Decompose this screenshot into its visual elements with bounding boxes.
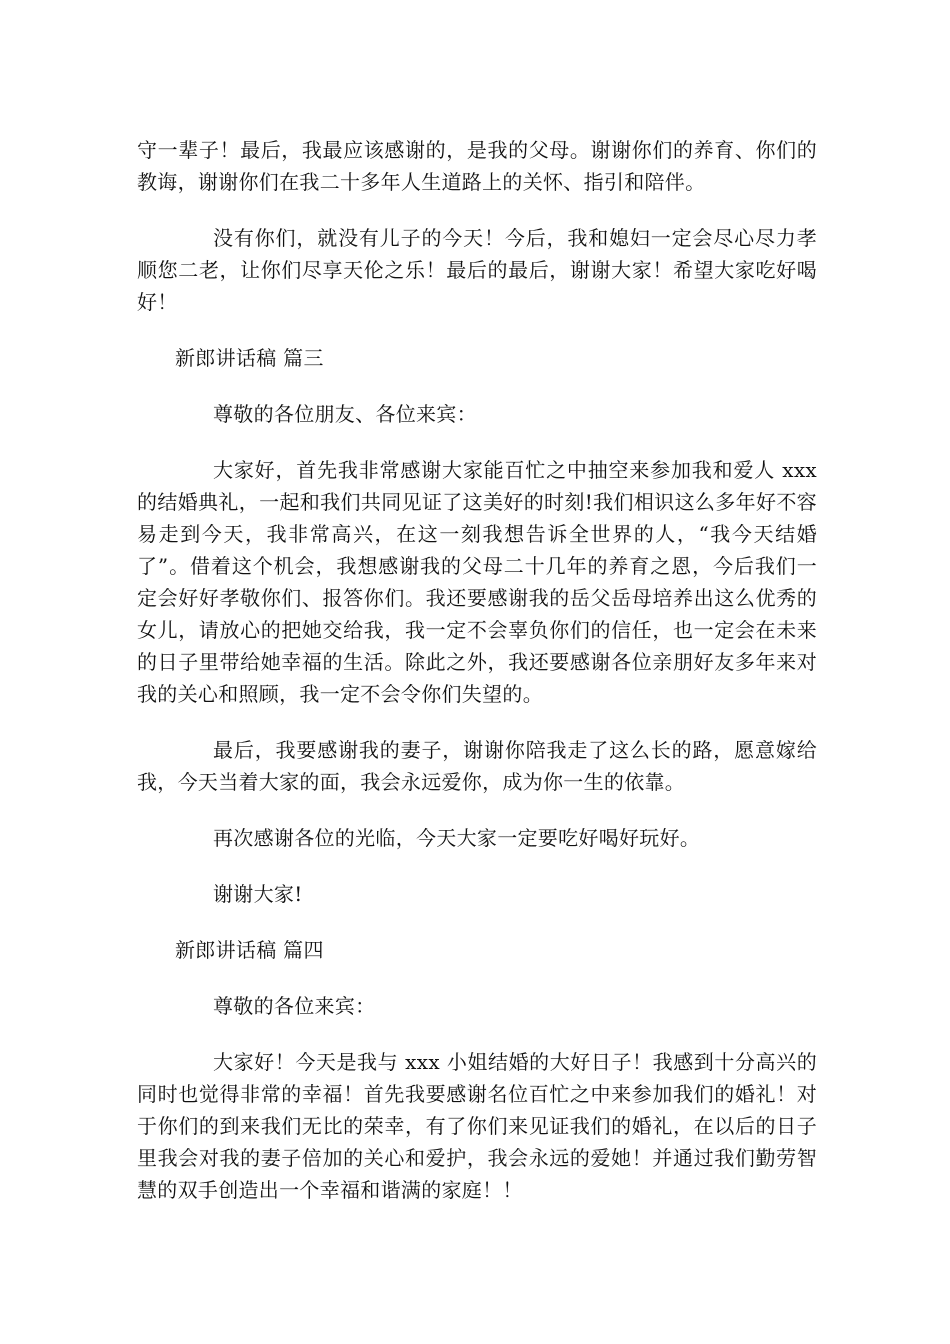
paragraph: 大家好，首先我非常感谢大家能百忙之中抽空来参加我和爱人 xxx 的结婚典礼，一起和我们共同见证了这美好的时刻!我们相识这么多年好不容易走到今天，我非常高兴，在这一刻我想告诉全世界的人，“我今天结婚了”。借着这个机会，我想感谢我的父母二十几年的养育之恩，今后我们一定会好好孝敬你们、报答你们。我还要感谢我的岳父岳母培养出这么优秀的女儿，请放心的把她交给我，我一定不会辜负你们的信任，也一定会在未来的日子里带给她幸福的生活。除此之外，我还要感谢各位亲朋好友多年来对我的关心和照顾，我一定不会令你们失望的。 <box>137 458 817 706</box>
paragraph: 最后，我要感谢我的妻子，谢谢你陪我走了这么长的路，愿意嫁给我，今天当着大家的面，我会永远爱你，成为你一生的依靠。 <box>137 738 817 794</box>
section-heading: 新郎讲话稿 篇三 <box>175 346 324 370</box>
paragraph: 没有你们，就没有儿子的今天！今后，我和媳妇一定会尽心尽力孝顺您二老，让你们尽享天伦之乐！最后的最后，谢谢大家！希望大家吃好喝好！ <box>137 226 817 314</box>
section-heading: 新郎讲话稿 篇四 <box>175 938 324 962</box>
document-body <box>137 134 817 1230</box>
paragraph: 守一辈子！最后，我最应该感谢的，是我的父母。谢谢你们的养育、你们的教诲，谢谢你们在我二十多年人生道路上的关怀、指引和陪伴。 <box>137 138 817 194</box>
salutation: 尊敬的各位来宾： <box>213 994 376 1018</box>
paragraph: 再次感谢各位的光临，今天大家一定要吃好喝好玩好。 <box>213 826 701 850</box>
paragraph: 大家好！今天是我与 xxx 小姐结婚的大好日子！我感到十分高兴的同时也觉得非常的幸福！首先我要感谢名位百忙之中来参加我们的婚礼！对于你们的到来我们无比的荣幸，有了你们来见证我们的婚礼，在以后的日子里我会对我的妻子倍加的关心和爱护，我会永远的爱她！并通过我们勤劳智慧的双手创造出一个幸福和谐满的家庭！！ <box>137 1050 817 1202</box>
salutation: 尊敬的各位朋友、各位来宾： <box>213 402 477 426</box>
closing: 谢谢大家! <box>213 882 303 906</box>
